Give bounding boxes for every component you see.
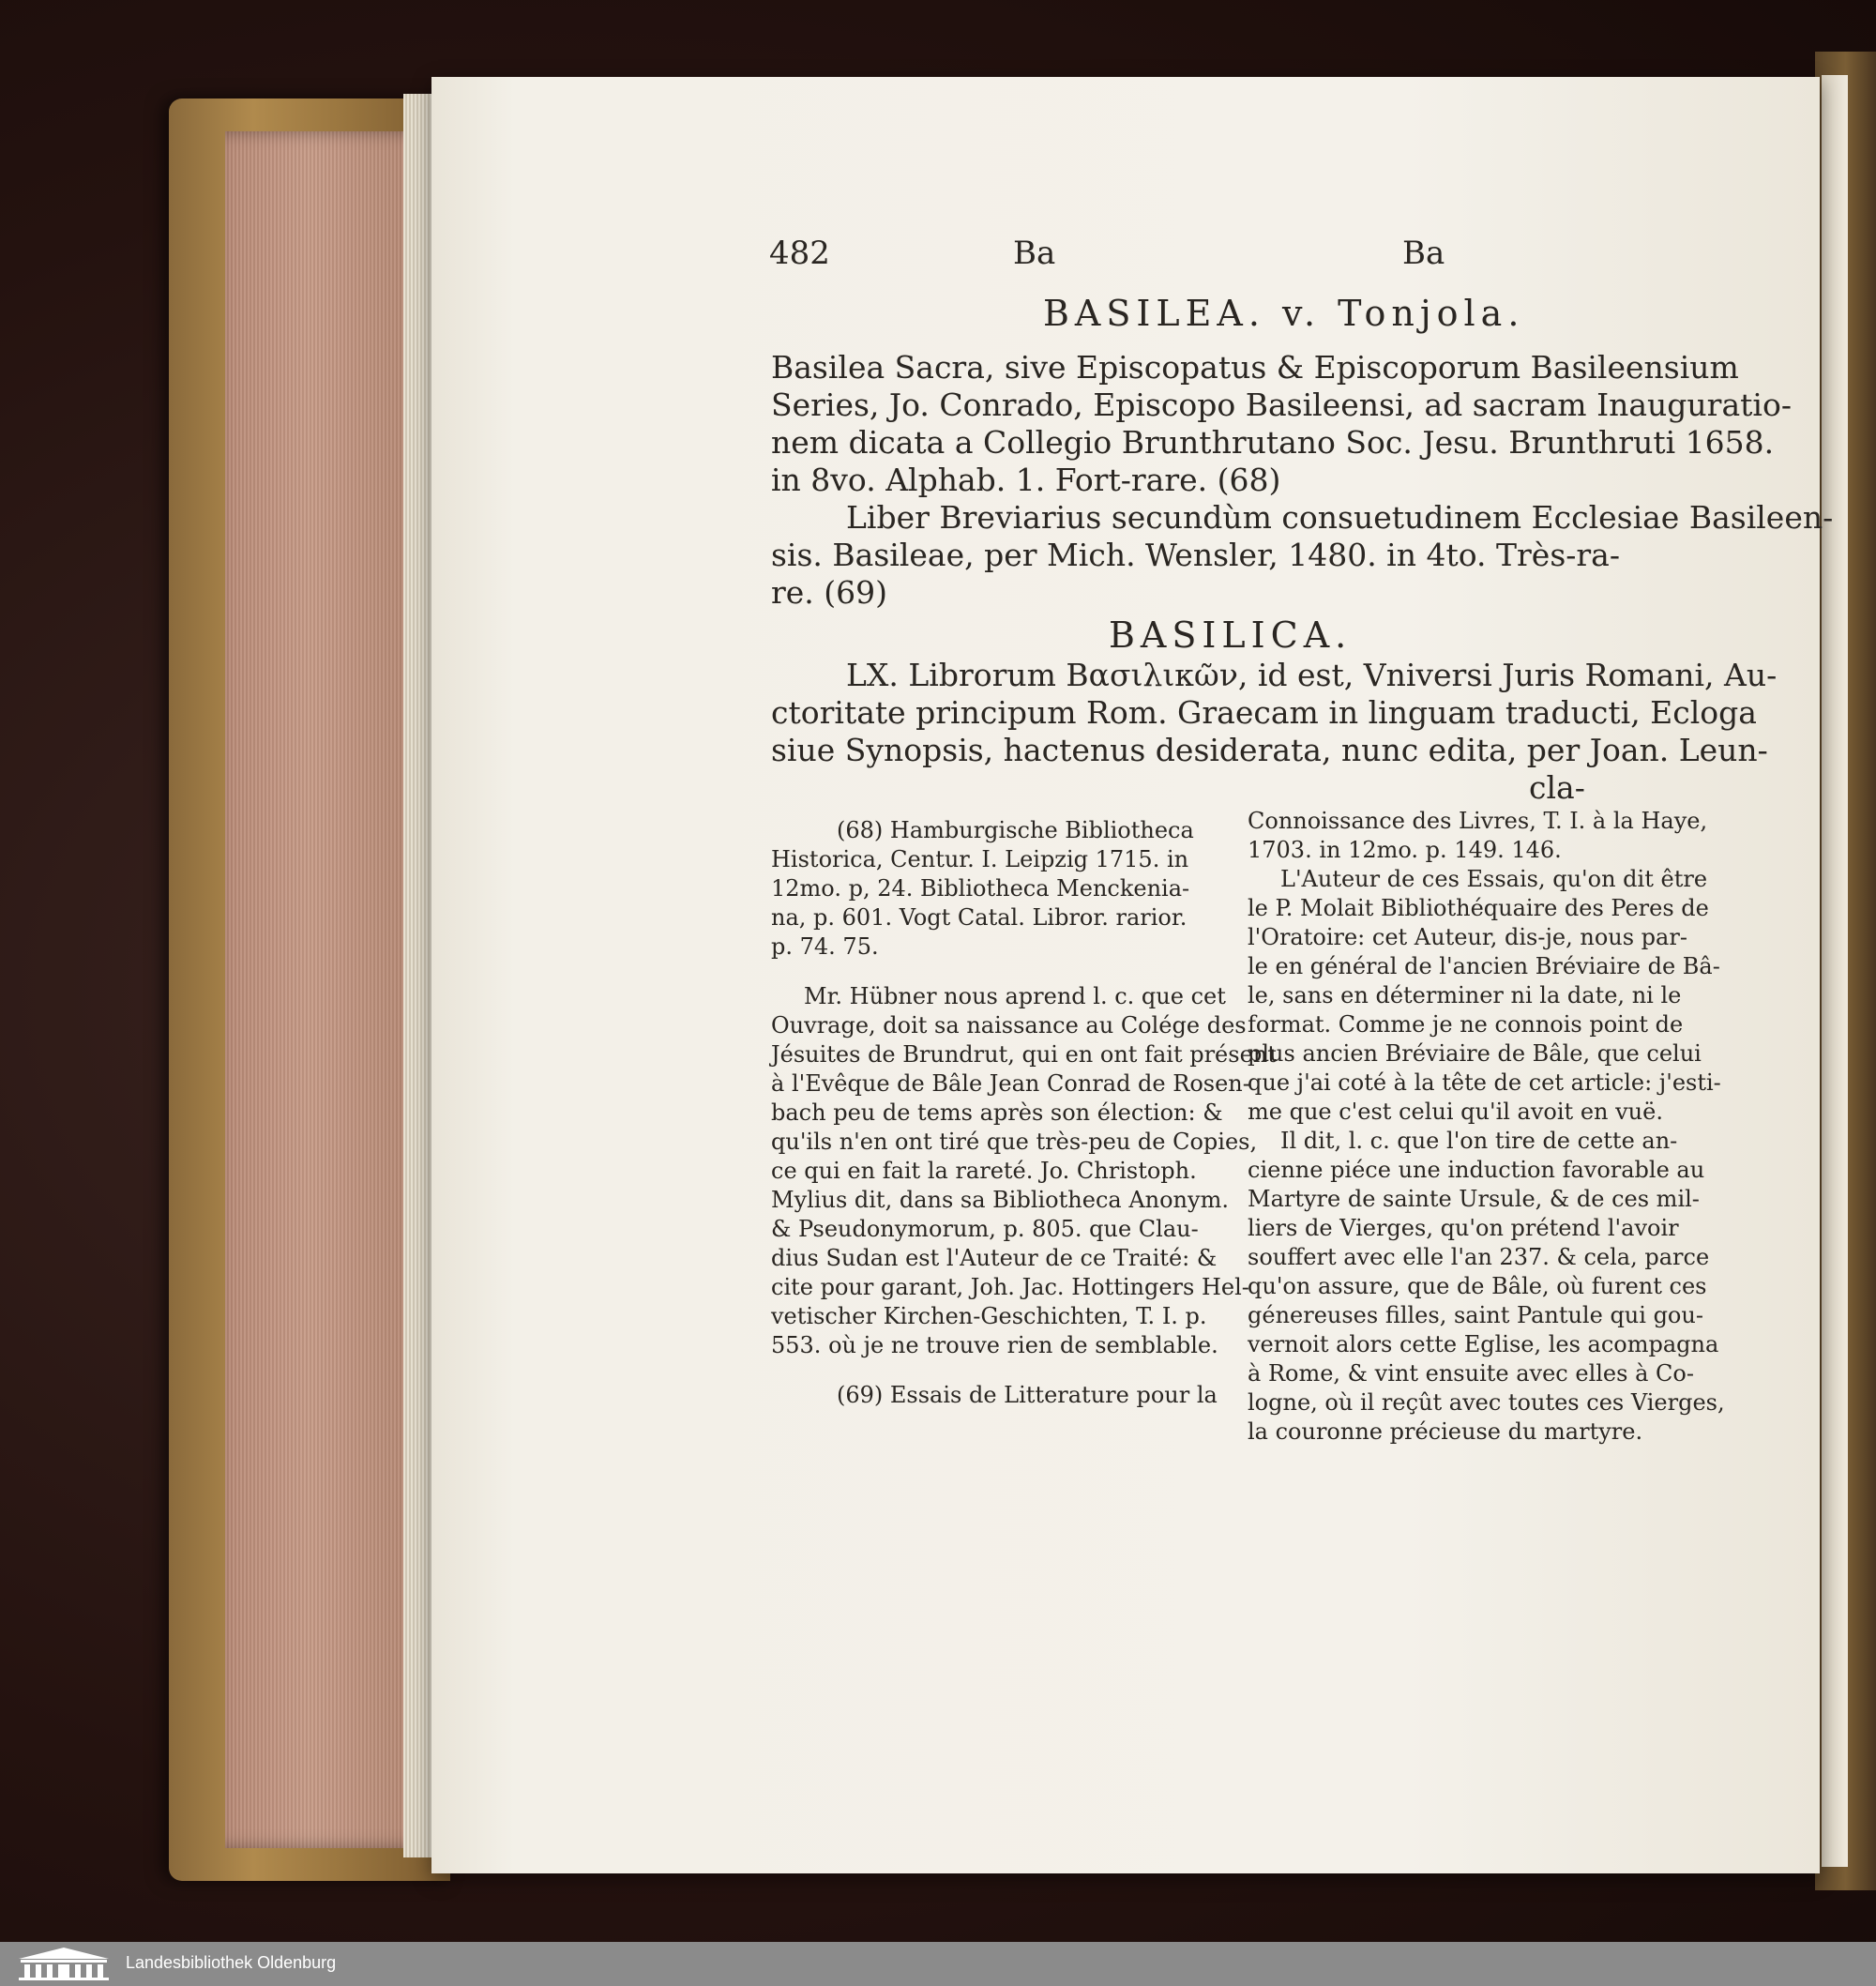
library-name: Landesbibliothek Oldenburg — [126, 1953, 337, 1972]
footnote-line: l'Oratoire: cet Auteur, dis-je, nous par- — [1248, 924, 1687, 950]
footnote-line: 553. où je ne trouve rien de semblable. — [771, 1332, 1218, 1358]
text-line: Series, Jo. Conrado, Episcopo Basileensi, ad sacram Inauguratio- — [771, 387, 1792, 423]
library-building-icon — [17, 1946, 111, 1981]
footnote-line: Mylius dit, dans sa Bibliotheca Anonym. — [771, 1187, 1229, 1213]
text-line: siue Synopsis, hactenus desiderata, nunc edita, per Joan. Leun- — [771, 732, 1768, 768]
footnote-line: Mr. Hübner nous aprend l. c. que cet — [804, 983, 1226, 1009]
footnote-line: p. 74. 75. — [771, 933, 879, 960]
footnote-line: ce qui en fait la rareté. Jo. Christoph. — [771, 1158, 1197, 1184]
footnote-line: na, p. 601. Vogt Catal. Libror. rarior. — [771, 904, 1188, 931]
text-line: LX. Librorum Βασιλικῶν, id est, Vniversi Juris Romani, Au- — [846, 657, 1778, 693]
entry-body-basilica — [771, 657, 1777, 807]
text-line: in 8vo. Alphab. 1. Fort-rare. (68) — [771, 462, 1281, 498]
footnote-line: plus ancien Bréviaire de Bâle, que celui — [1248, 1040, 1702, 1067]
footnote-line: à l'Evêque de Bâle Jean Conrad de Rosen- — [771, 1070, 1250, 1097]
footnote-line: (69) Essais de Litterature pour la — [837, 1382, 1218, 1408]
footnote-line: à Rome, & vint ensuite avec elles à Co- — [1248, 1360, 1694, 1387]
footnote-line: format. Comme je ne connois point de — [1248, 1011, 1684, 1038]
footnote-line: que j'ai coté à la tête de cet article: j'esti- — [1248, 1069, 1721, 1096]
entry-heading-basilica: BASILICA. — [1109, 614, 1353, 656]
footnote-line: génereuses filles, saint Pantule qui gou- — [1248, 1302, 1703, 1328]
text-line: Liber Breviarius secundùm consuetudinem Ecclesiae Basileen- — [846, 499, 1834, 536]
spacer — [771, 962, 1277, 982]
footnote-line: souffert avec elle l'an 237. & cela, parce — [1248, 1244, 1710, 1270]
footnote-line: Jésuites de Brundrut, qui en ont fait présent — [771, 1041, 1277, 1068]
running-head-right: Ba — [1402, 235, 1445, 272]
footnote-line: bach peu de tems après son élection: & — [771, 1099, 1223, 1126]
spacer — [771, 1360, 1277, 1381]
footnote-line: Martyre de sainte Ursule, & de ces mil- — [1248, 1186, 1700, 1212]
footnote-line: cite pour garant, Joh. Jac. Hottingers Hel- — [771, 1274, 1249, 1300]
footnote-line: L'Auteur de ces Essais, qu'on dit être — [1280, 866, 1708, 892]
footnote-line: Historica, Centur. I. Leipzig 1715. in — [771, 846, 1189, 872]
page-number: 482 — [769, 235, 830, 272]
footnote-line: me que c'est celui qu'il avoit en vuë. — [1248, 1099, 1663, 1125]
footnote-line: liers de Vierges, qu'on prétend l'avoir — [1248, 1215, 1679, 1241]
footnotes-left-column — [771, 816, 1277, 1410]
right-page-leaf — [1822, 75, 1848, 1867]
text-line: ctoritate principum Rom. Graecam in linguam traducti, Ecloga — [771, 694, 1757, 731]
footnote-line: Connoissance des Livres, T. I. à la Haye, — [1248, 808, 1708, 834]
footnote-line: qu'ils n'en ont tiré que très-peu de Copies, — [771, 1129, 1258, 1155]
footnote-line: Il dit, l. c. que l'on tire de cette an- — [1280, 1128, 1678, 1154]
footnote-line: dius Sudan est l'Auteur de ce Traité: & — [771, 1245, 1218, 1271]
footnote-line: Ouvrage, doit sa naissance au Colége des — [771, 1012, 1247, 1038]
footnotes-right-column — [1248, 807, 1725, 1447]
footnote-line: (68) Hamburgische Bibliotheca — [837, 817, 1194, 843]
footnote-line: vernoit alors cette Eglise, les acompagna — [1248, 1331, 1719, 1357]
entry-body-basilea — [771, 349, 1833, 612]
running-head-left: Ba — [1013, 235, 1056, 272]
footnote-line: le P. Molait Bibliothéquaire des Peres de — [1248, 895, 1709, 921]
text-line: nem dicata a Collegio Brunthrutano Soc. Jesu. Brunthruti 1658. — [771, 424, 1775, 461]
footnote-line: la couronne précieuse du martyre. — [1248, 1418, 1643, 1445]
text-line: sis. Basileae, per Mich. Wensler, 1480. in 4to. Très-ra- — [771, 537, 1621, 573]
entry-heading-basilea: BASILEA. v. Tonjola. — [1043, 293, 1525, 334]
footnote-line: & Pseudonymorum, p. 805. que Clau- — [771, 1216, 1199, 1242]
footer-bar — [0, 1942, 1876, 1986]
footnote-line: vetischer Kirchen-Geschichten, T. I. p. — [771, 1303, 1207, 1329]
footnote-line: 12mo. p, 24. Bibliotheca Menckenia- — [771, 875, 1190, 902]
text-line: re. (69) — [771, 574, 888, 611]
footnote-line: qu'on assure, que de Bâle, où furent ces — [1248, 1273, 1707, 1299]
footnote-line: logne, où il reçût avec toutes ces Vierges, — [1248, 1389, 1725, 1416]
footnote-line: le, sans en déterminer ni la date, ni le — [1248, 982, 1682, 1008]
text-line: Basilea Sacra, sive Episcopatus & Episcoporum Basileensium — [771, 349, 1739, 386]
footnote-line: 1703. in 12mo. p. 149. 146. — [1248, 837, 1562, 863]
footnote-line: le en général de l'ancien Bréviaire de Bâ- — [1248, 953, 1720, 979]
footnote-line: cienne piéce une induction favorable au — [1248, 1157, 1705, 1183]
catchword: cla- — [1529, 769, 1585, 806]
